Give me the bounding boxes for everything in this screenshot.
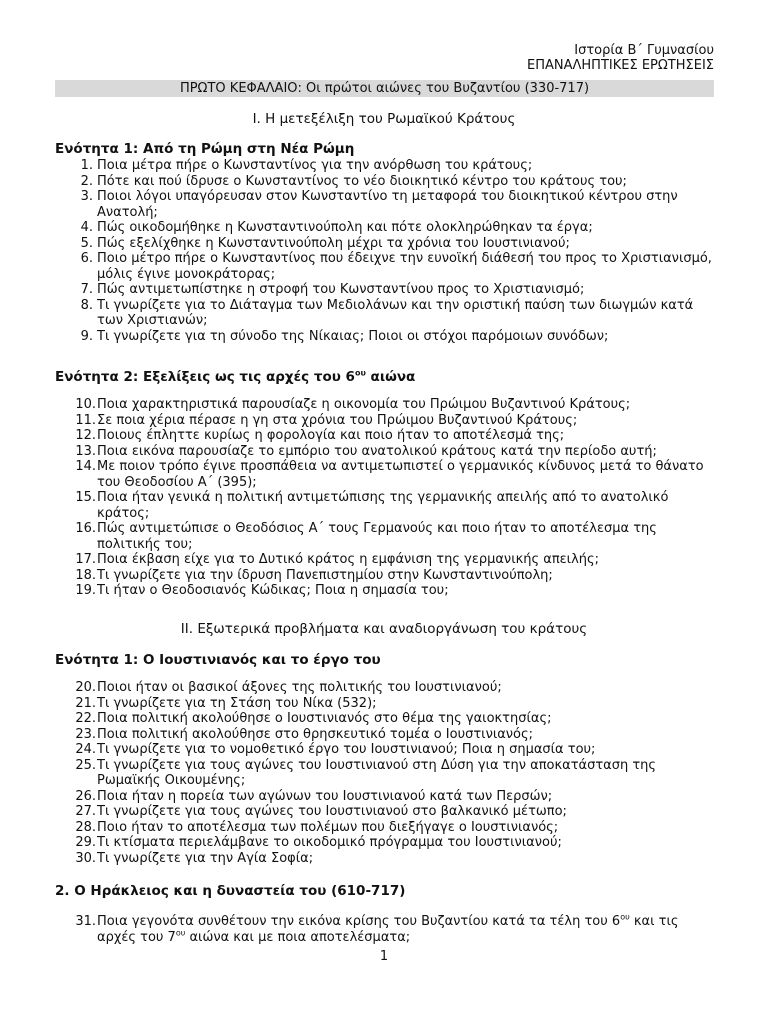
question-number: 11. [75, 412, 96, 428]
question-number: 2. [80, 173, 93, 189]
question-number: 30. [75, 850, 96, 866]
question-number: 18. [75, 567, 96, 583]
list-item [0, 282, 717, 298]
list-item [0, 568, 717, 584]
question-number: 16. [75, 521, 96, 536]
question-number: 27. [75, 804, 96, 819]
section4-title: 2. Ο Ηράκλειος και η δυναστεία του (610-717) [55, 883, 406, 899]
question-number: 7. [80, 282, 93, 297]
chapter-title: ΠΡΩΤΟ ΚΕΦΑΛΑΙΟ: Οι πρώτοι αιώνες του Βυζαντίου (330-717) [55, 80, 714, 97]
list-item [0, 298, 717, 329]
section2-title [55, 368, 415, 386]
question-text: Πώς οικοδομήθηκε η Κωνσταντινούπολη και πότε ολοκληρώθηκαν τα έργα; [97, 220, 593, 235]
question-text: Σε ποια χέρια πέρασε η γη στα χρόνια του Πρώιμου Βυζαντινού Κράτους; [97, 412, 578, 428]
question-text: Ποια γεγονότα συνθέτουν την εικόνα κρίσης του Βυζαντίου κατά τα τέλη του $6^{o\upsilon}$ και τις αρχές του $7^{o\upsilon}$ αιώνα και με ποια αποτελέσματα; [97, 912, 679, 945]
question-text: Ποιοι λόγοι υπαγόρευσαν στον Κωνσταντίνο τη μεταφορά του διοικητικού κέντρου στην Ανατολή; [97, 189, 678, 220]
question-number: 1. [80, 158, 93, 173]
section3-title: Ενότητα 1: Ο Ιουστινιανός και το έργο του [55, 652, 381, 668]
list-item [0, 851, 717, 867]
section2-title-sup: ου [354, 368, 366, 378]
question-number: 4. [80, 220, 93, 235]
question-text: Τι γνωρίζετε για την ίδρυση Πανεπιστημίου στην Κωνσταντινούπολη; [97, 567, 553, 583]
question-number: 23. [75, 726, 96, 742]
question-number: 25. [75, 757, 96, 773]
section3-question-list [0, 680, 717, 866]
question-number: 8. [80, 297, 93, 313]
list-item [0, 583, 717, 599]
list-item [0, 174, 717, 190]
page-number: 1 [379, 949, 389, 964]
question-text: Ποιους έπληττε κυρίως η φορολογία και ποιο ήταν το αποτέλεσμά της; [97, 428, 565, 443]
question-number: 24. [75, 742, 96, 757]
part2-title: ΙΙ. Εξωτερικά προβλήματα και αναδιοργάνωση του κράτους [180, 621, 588, 637]
section2-title-suffix: αιώνα [365, 369, 416, 385]
question-text: Τι γνωρίζετε για την Αγία Σοφία; [97, 850, 314, 866]
question-text: Τι γνωρίζετε για το νομοθετικό έργο του Ιουστινιανού; Ποια η σημασία του; [97, 742, 596, 757]
question-number: 6. [80, 251, 93, 266]
list-item [0, 727, 717, 743]
question-text: Ποια χαρακτηριστικά παρουσίαζε η οικονομία του Πρώιμου Βυζαντινού Κράτους; [97, 397, 631, 412]
question-text: Τι γνωρίζετε για τη Στάση του Νίκα (532); [97, 695, 377, 711]
question-number: 13. [75, 443, 96, 459]
question-text: Πότε και πού ίδρυσε ο Κωνσταντίνος το νέο διοικητικό κέντρο του κράτους του; [97, 173, 627, 189]
question-text: Πώς αντιμετώπισε ο Θεοδόσιος Α΄ τους Γερμανούς και ποιο ήταν το αποτέλεσμα της πολιτικής του; [97, 521, 657, 552]
header-doc-title: ΕΠΑΝΑΛΗΠΤΙΚΕΣ ΕΡΩΤΗΣΕΙΣ [527, 58, 714, 73]
list-item [0, 459, 717, 490]
question-text: Ποιο μέτρο πήρε ο Κωνσταντίνος που έδειχνε την ευνοϊκή διάθεσή του προς το Χριστιανισμό, μόλις έγινε μονοκράτορας; [97, 251, 712, 282]
list-item [0, 329, 717, 345]
section1-question-list [0, 158, 717, 344]
question-text: Ποια εικόνα παρουσίαζε το εμπόριο του ανατολικού κράτους κατά την περίοδο αυτή; [97, 443, 657, 459]
list-item [0, 220, 717, 236]
question-text: Ποια έκβαση είχε για το Δυτικό κράτος η εμφάνιση της γερμανικής απειλής; [97, 552, 600, 567]
list-item [0, 820, 717, 836]
question-text: Πώς εξελίχθηκε η Κωνσταντινούπολη μέχρι τα χρόνια του Ιουστινιανού; [97, 235, 570, 251]
question-text: Τι κτίσματα περιελάμβανε το οικοδομικό πρόγραμμα του Ιουστινιανού; [97, 835, 562, 850]
question-text: Τι γνωρίζετε για τη σύνοδο της Νίκαιας; Ποιοι οι στόχοι παρόμοιων συνόδων; [97, 328, 609, 344]
question-text: Τι γνωρίζετε για τους αγώνες του Ιουστινιανού στο βαλκανικό μέτωπο; [97, 804, 567, 819]
question-number: 19. [75, 583, 96, 598]
list-item [0, 742, 717, 758]
question-number: 28. [75, 819, 96, 835]
section1-title: Ενότητα 1: Από τη Ρώμη στη Νέα Ρώμη [55, 141, 355, 157]
list-item [0, 696, 717, 712]
question-number: 26. [75, 788, 96, 804]
part1-title: Ι. Η μετεξέλιξη του Ρωμαϊκού Κράτους [252, 111, 516, 127]
list-item [0, 428, 717, 444]
question-text: Ποιο ήταν το αποτέλεσμα των πολέμων που διεξήγαγε ο Ιουστινιανός; [97, 819, 559, 835]
question-text: Τι γνωρίζετε για τους αγώνες του Ιουστινιανού στη Δύση για την αποκατάσταση της Ρωμαϊκής Οικουμένης; [97, 757, 657, 788]
list-item [0, 758, 717, 789]
header-subject: Ιστορία Β΄ Γυμνασίου [574, 43, 714, 58]
question-text: Τι γνωρίζετε για το Διάταγμα των Μεδιολάνων και την οριστική παύση των διωγμών κατά των Χριστιανών; [97, 297, 694, 328]
section4-question-list [0, 914, 717, 945]
question-text: Ποιοι ήταν οι βασικοί άξονες της πολιτικής του Ιουστινιανού; [97, 680, 502, 695]
question-text: Με ποιον τρόπο έγινε προσπάθεια να αντιμετωπιστεί ο γερμανικός κίνδυνος μετά το θάνατο του Θεοδοσίου Α΄ (395); [97, 459, 704, 490]
list-item [0, 236, 717, 252]
question-text: Ποια πολιτική ακολούθησε στο θρησκευτικό τομέα ο Ιουστινιανός; [97, 726, 534, 742]
section2-title-text: Ενότητα 2: Εξελίξεις ως τις αρχές του 6 [55, 369, 355, 385]
question-text: Τι ήταν ο Θεοδοσιανός Κώδικας; Ποια η σημασία του; [97, 583, 449, 598]
question-number: 20. [75, 680, 96, 695]
question-text: Ποια ήταν η πορεία των αγώνων του Ιουστινιανού κατά των Περσών; [97, 788, 553, 804]
list-item [0, 914, 717, 945]
list-item [0, 251, 717, 282]
list-item [0, 789, 717, 805]
list-item [0, 158, 717, 174]
section2-question-list [0, 397, 717, 599]
list-item [0, 189, 717, 220]
question-number: 10. [75, 397, 96, 412]
question-number: 29. [75, 835, 96, 850]
list-item [0, 835, 717, 851]
list-item [0, 804, 717, 820]
question-number: 14. [75, 459, 96, 474]
list-item [0, 521, 717, 552]
question-number: 3. [80, 189, 93, 204]
list-item [0, 680, 717, 696]
question-number: 31. [75, 914, 96, 929]
question-number: 17. [75, 552, 96, 567]
question-text: Ποια πολιτική ακολούθησε ο Ιουστινιανός στο θέμα της γαιοκτησίας; [97, 711, 552, 726]
question-number: 12. [75, 428, 96, 443]
question-number: 5. [80, 235, 93, 251]
question-number: 21. [75, 695, 96, 711]
question-number: 9. [80, 328, 93, 344]
question-text: Πώς αντιμετωπίστηκε η στροφή του Κωνσταντίνου προς το Χριστιανισμό; [97, 282, 585, 297]
list-item [0, 444, 717, 460]
question-number: 22. [75, 711, 96, 726]
question-text: Ποια ήταν γενικά η πολιτική αντιμετώπισης της γερμανικής απειλής από το ανατολικό κράτος; [97, 490, 669, 521]
list-item [0, 413, 717, 429]
list-item [0, 552, 717, 568]
list-item [0, 490, 717, 521]
question-text: Ποια μέτρα πήρε ο Κωνσταντίνος για την ανόρθωση του κράτους; [97, 158, 533, 173]
list-item [0, 397, 717, 413]
list-item [0, 711, 717, 727]
question-number: 15. [75, 490, 96, 505]
